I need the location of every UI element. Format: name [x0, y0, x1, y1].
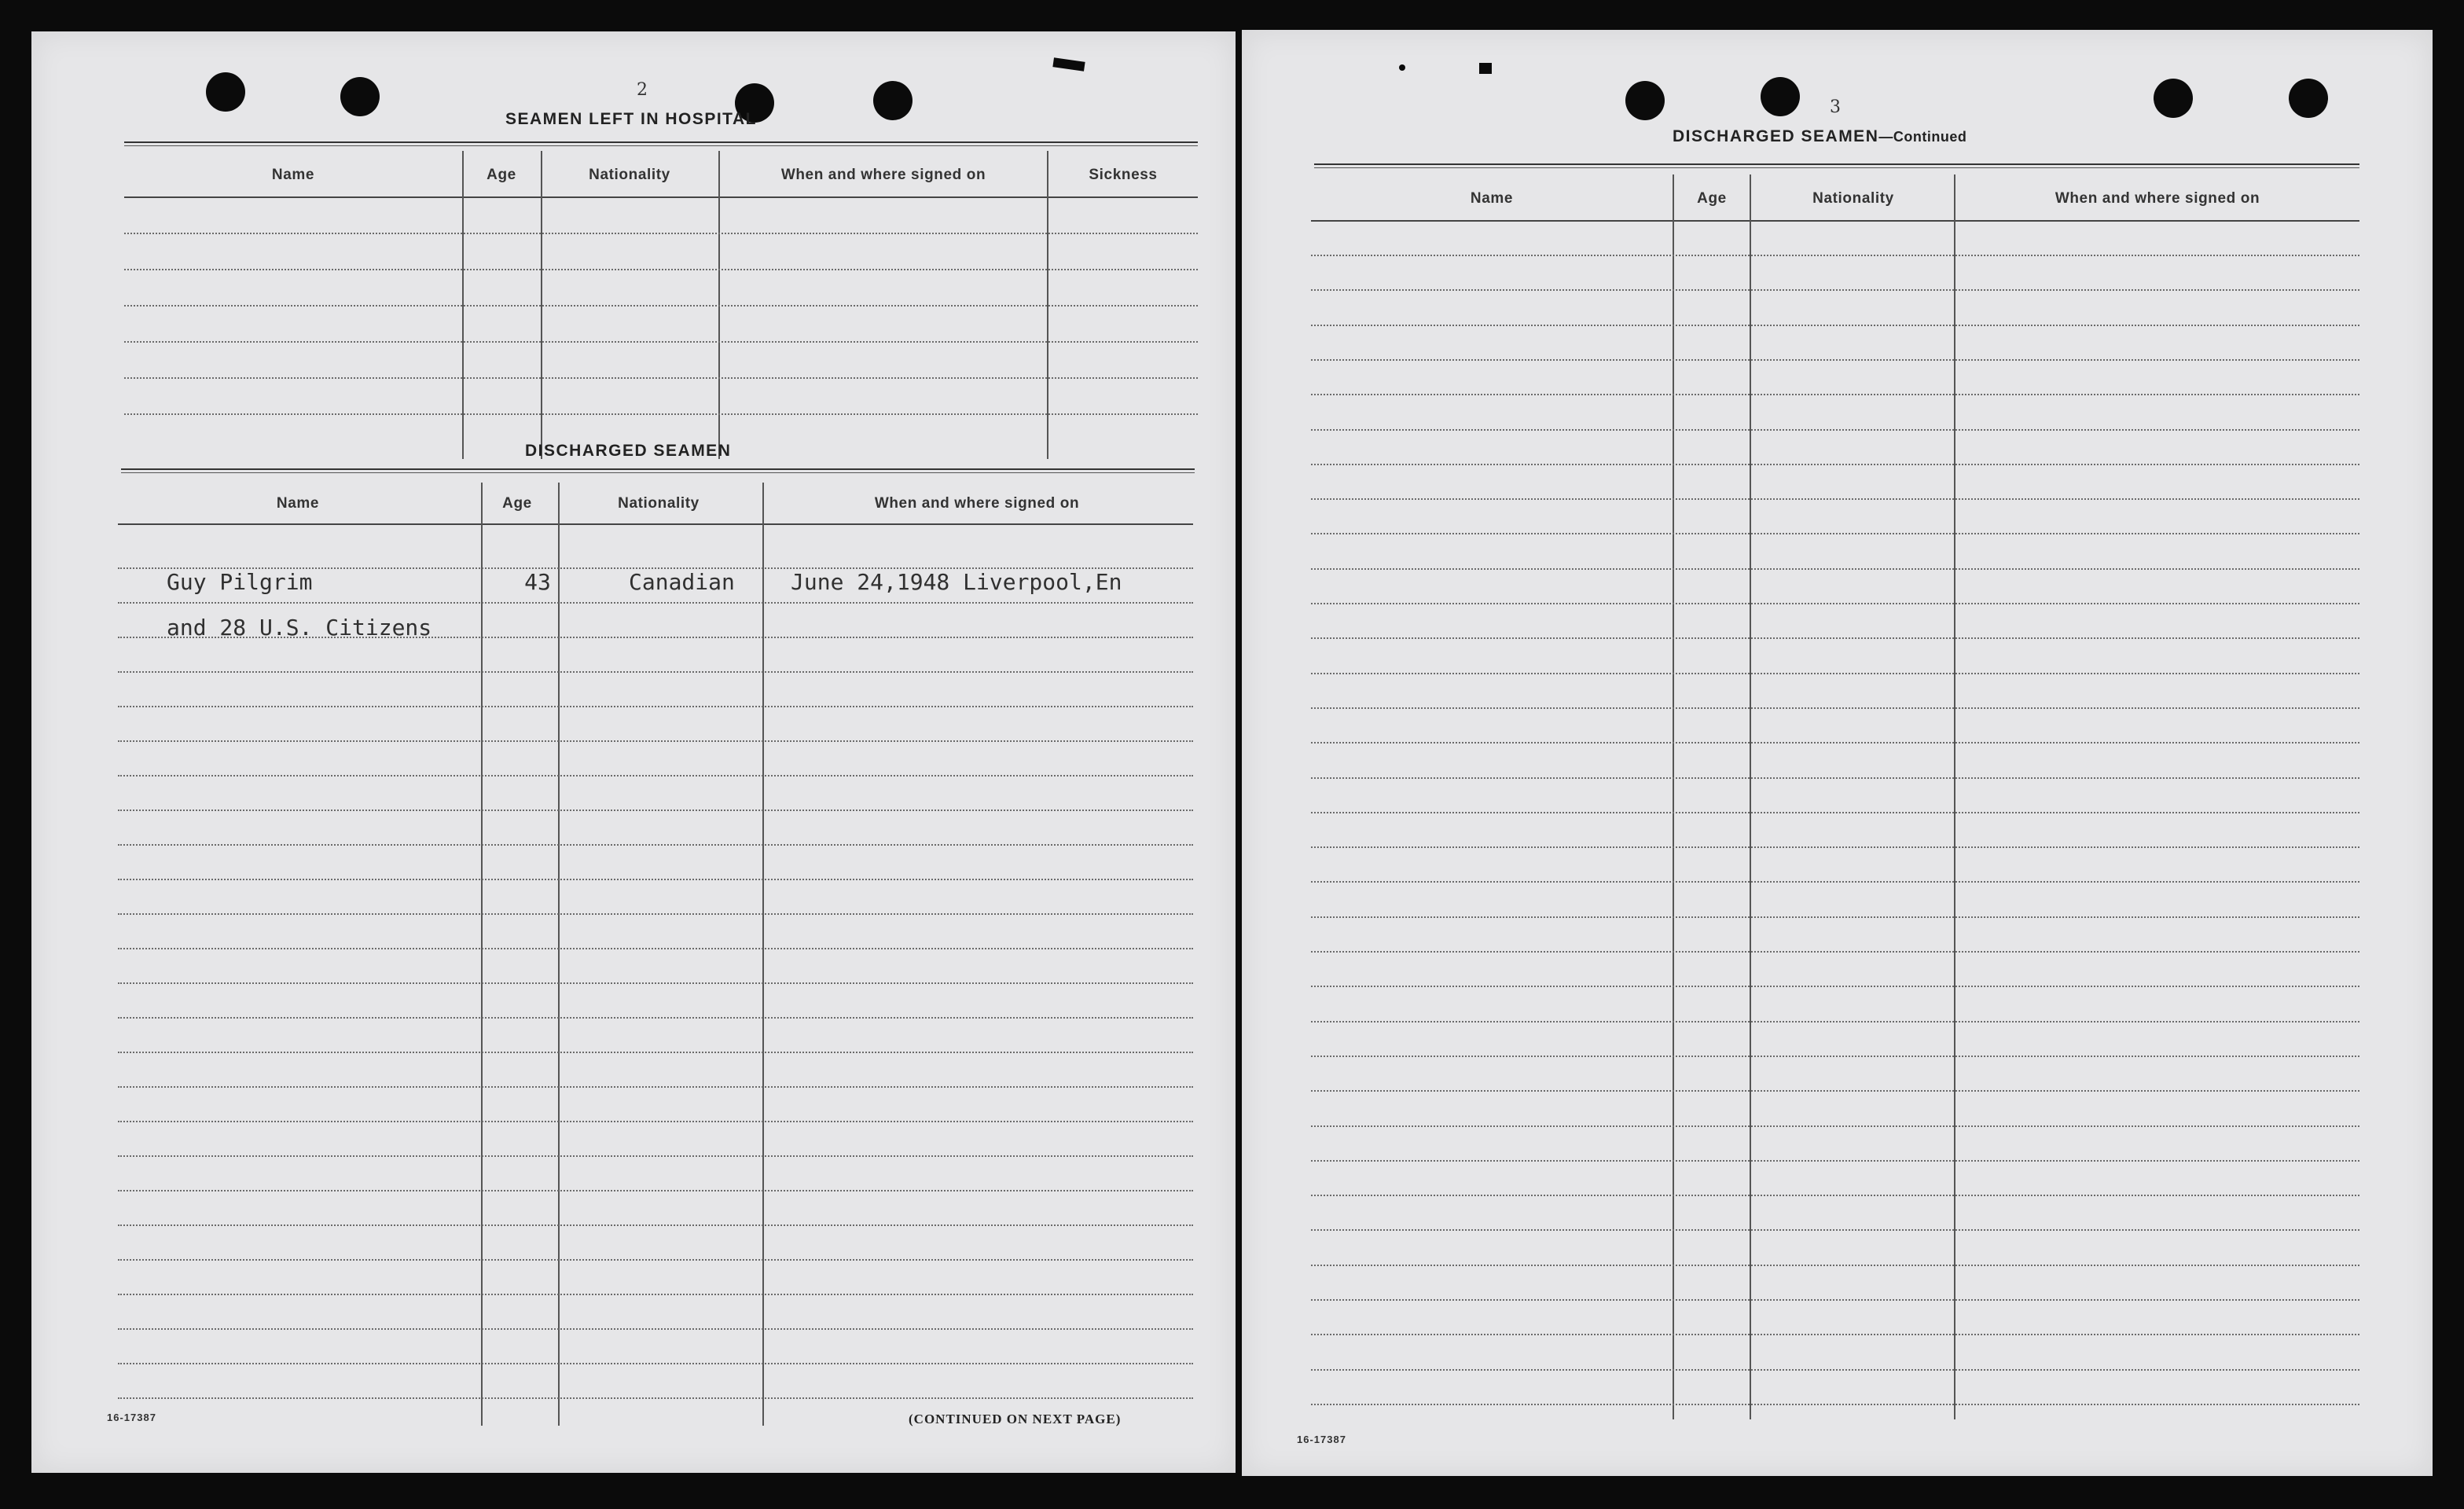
- left-page: [31, 31, 1236, 1473]
- entry-signed-on: June 24,1948 Liverpool,En: [791, 569, 1122, 595]
- ruled-line: [124, 269, 1198, 270]
- ruled-line: [1311, 394, 2359, 395]
- ruled-line: [1311, 359, 2359, 361]
- ruled-line: [124, 377, 1198, 379]
- ruled-line: [118, 1259, 1193, 1261]
- entry-name: Guy Pilgrim: [167, 569, 313, 595]
- column-divider: [1954, 174, 1955, 1419]
- ruled-line: [118, 1121, 1193, 1122]
- double-rule: [121, 468, 1195, 473]
- ruled-line: [1311, 1090, 2359, 1092]
- section-title-main: DISCHARGED SEAMEN: [1673, 127, 1879, 145]
- hospital-section-title: SEAMEN LEFT IN HOSPITAL: [505, 110, 757, 128]
- ruled-line: [1311, 1056, 2359, 1057]
- column-divider: [1750, 174, 1751, 1419]
- discharged-table: [118, 483, 1193, 1426]
- ruled-line: [1311, 916, 2359, 918]
- column-header-signed-on: When and where signed on: [2055, 190, 2260, 207]
- punch-hole: [1761, 77, 1800, 116]
- ruled-line: [1311, 1369, 2359, 1371]
- column-header-age: Age: [502, 495, 532, 512]
- entry-nationality: Canadian: [629, 569, 735, 595]
- punch-hole: [2154, 79, 2193, 118]
- ruled-line: [118, 1363, 1193, 1364]
- ruled-line: [1311, 881, 2359, 883]
- column-header-age: Age: [487, 167, 516, 183]
- ruled-line: [1311, 777, 2359, 779]
- column-header-nationality: Nationality: [1812, 190, 1894, 207]
- form-number: 16-17387: [107, 1412, 156, 1423]
- ruled-line: [124, 413, 1198, 415]
- ruled-line: [118, 844, 1193, 846]
- ruled-line: [1311, 1404, 2359, 1405]
- ruled-line: [118, 1155, 1193, 1157]
- column-header-nationality: Nationality: [589, 167, 670, 183]
- ruled-line: [1311, 1195, 2359, 1196]
- ruled-line: [118, 567, 1193, 569]
- punch-hole: [340, 77, 380, 116]
- ruled-line: [1311, 1160, 2359, 1162]
- table-header: [1311, 174, 2359, 222]
- ruled-line: [118, 706, 1193, 707]
- double-rule: [124, 141, 1198, 146]
- double-rule: [1314, 163, 2359, 168]
- column-header-nationality: Nationality: [618, 495, 700, 512]
- discharged-continued-table: [1311, 174, 2359, 1419]
- ink-smudge: [1399, 64, 1405, 71]
- ruled-line: [1311, 1021, 2359, 1023]
- ruled-line: [118, 1224, 1193, 1226]
- table-header: [118, 483, 1193, 525]
- ruled-line: [1311, 986, 2359, 987]
- page-number: 3: [1830, 97, 1841, 117]
- ruled-line: [118, 810, 1193, 811]
- ruled-line: [1311, 673, 2359, 674]
- column-divider: [762, 483, 764, 1426]
- ruled-line: [1311, 1334, 2359, 1335]
- continued-note: (CONTINUED ON NEXT PAGE): [909, 1412, 1122, 1426]
- ruled-line: [1311, 568, 2359, 570]
- ruled-line: [118, 982, 1193, 984]
- ruled-line: [124, 305, 1198, 307]
- form-number: 16-17387: [1297, 1434, 1346, 1445]
- ruled-line: [118, 602, 1193, 604]
- punch-hole: [873, 81, 913, 120]
- column-divider: [558, 483, 560, 1426]
- entry-age: 43: [524, 569, 551, 595]
- ruled-line: [1311, 1229, 2359, 1231]
- ruled-line: [118, 1190, 1193, 1191]
- ruled-line: [118, 1294, 1193, 1295]
- ruled-line: [1311, 1265, 2359, 1266]
- ruled-line: [118, 637, 1193, 638]
- continued-section-title: [1673, 127, 1966, 146]
- ruled-line: [118, 1052, 1193, 1053]
- ruled-line: [118, 948, 1193, 949]
- page-number: 2: [637, 80, 648, 100]
- ruled-line: [1311, 429, 2359, 431]
- ruled-line: [124, 233, 1198, 234]
- ruled-line: [1311, 533, 2359, 534]
- column-header-signed-on: When and where signed on: [874, 495, 1080, 512]
- ruled-line: [1311, 255, 2359, 256]
- ruled-line: [1311, 742, 2359, 743]
- column-divider: [1673, 174, 1674, 1419]
- ruled-line: [118, 913, 1193, 915]
- ruled-line: [1311, 325, 2359, 326]
- ruled-line: [118, 671, 1193, 673]
- column-header-name: Name: [276, 495, 320, 512]
- hospital-table: [124, 151, 1198, 459]
- ruled-line: [118, 775, 1193, 777]
- column-header-name: Name: [1470, 190, 1514, 207]
- right-page: [1242, 30, 2433, 1476]
- ruled-line: [118, 1328, 1193, 1330]
- ruled-line: [118, 740, 1193, 742]
- ruled-line: [1311, 1299, 2359, 1301]
- entry-name: and 28 U.S. Citizens: [167, 615, 432, 641]
- ruled-line: [118, 1397, 1193, 1399]
- ruled-line: [1311, 498, 2359, 500]
- discharged-section-title: DISCHARGED SEAMEN: [525, 442, 732, 460]
- punch-hole: [1625, 81, 1665, 120]
- ruled-line: [1311, 707, 2359, 709]
- ruled-line: [1311, 951, 2359, 953]
- ruled-line: [1311, 289, 2359, 291]
- ruled-line: [1311, 812, 2359, 813]
- column-header-signed-on: When and where signed on: [780, 167, 986, 183]
- column-header-name: Name: [271, 167, 315, 183]
- table-header: [124, 151, 1198, 198]
- ruled-line: [118, 879, 1193, 880]
- ruled-line: [1311, 464, 2359, 465]
- section-title-suffix: —Continued: [1878, 129, 1967, 145]
- ruled-line: [118, 1017, 1193, 1019]
- column-header-age: Age: [1697, 190, 1727, 207]
- ruled-line: [124, 341, 1198, 343]
- column-divider: [481, 483, 483, 1426]
- punch-hole: [206, 72, 245, 112]
- punch-hole: [2289, 79, 2328, 118]
- ink-smudge: [1479, 63, 1492, 74]
- column-header-sickness: Sickness: [1089, 167, 1158, 183]
- ink-smudge: [1052, 57, 1085, 71]
- ruled-line: [1311, 846, 2359, 848]
- ruled-line: [1311, 603, 2359, 604]
- ruled-line: [1311, 637, 2359, 639]
- ruled-line: [1311, 1125, 2359, 1127]
- ruled-line: [118, 1086, 1193, 1088]
